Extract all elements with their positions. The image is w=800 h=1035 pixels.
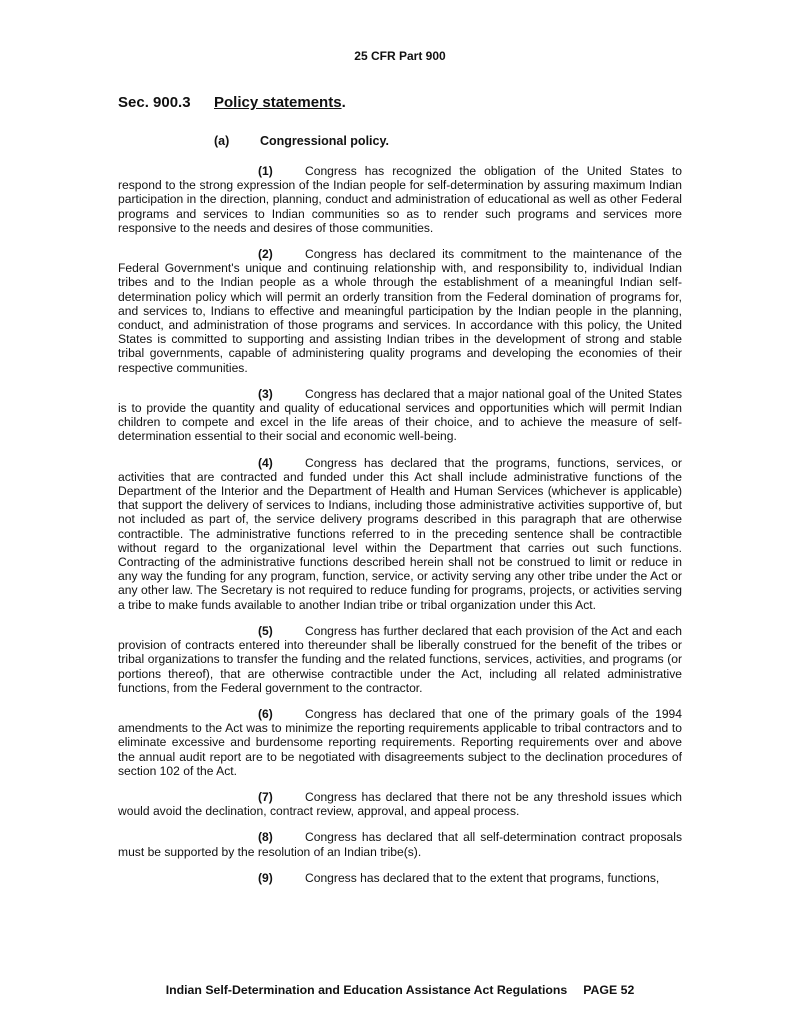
paragraph-4 (118, 456, 682, 612)
paragraph-text: Congress has declared that there not be any threshold issues which would avoid the declination, contract review, approval, and appeal process. (118, 789, 682, 819)
paragraph-number: (8) (258, 830, 273, 845)
section-title (118, 94, 346, 111)
subsection-label: (a) (214, 134, 230, 148)
paragraph-text: Congress has declared that the programs, functions, services, or activities that are contracted and funded under this Act shall include administrative functions of the Department of the Interior and the Department of Health and Human Services (whichever is applicable) that support the delivery of services to Indians, including those administrative activities supportive of, but not included as part of, the service delivery programs described in this paragraph that are otherwise contractible. The administrative functions referred to in the preceding sentence shall be contractible without regard to the organizational level within the Department that carries out such functions. Contracting of the administrative functions described herein shall not be construed to limit or reduce in any way the funding for any program, function, service, or activity serving any other tribe under the Act or any other law. The Secretary is not required to reduce funding for programs, projects, or activities serving a tribe to make funds available to another Indian tribe or tribal organization under this Act. (118, 455, 682, 612)
paragraph-number: (3) (258, 386, 273, 401)
paragraph-1 (118, 164, 682, 235)
paragraph-text: Congress has declared its commitment to the maintenance of the Federal Government's unique and continuing relationship with, and responsibility to, individual Indian tribes and to the Indian people as a whole through the establishment of a meaningful Indian self-determination policy which will permit an orderly transition from the Federal domination of programs for, and services to, Indians to effective and meaningful participation by the Indian people in the planning, conduct, and administration of those programs and services. In accordance with this policy, the United States is committed to supporting and assisting Indian tribes in the development of strong and stable tribal governments, capable of administering quality programs and developing the economies of their respective communities. (118, 247, 682, 375)
paragraph-text: Congress has declared that all self-determination contract proposals must be supported by the resolution of an Indian tribe(s). (118, 830, 682, 859)
document-body (118, 164, 682, 897)
paragraph-6 (118, 707, 682, 778)
paragraph-text: Congress has declared that one of the primary goals of the 1994 amendments to the Act was to minimize the reporting requirements applicable to tribal contractors and to eliminate excessive and burdensome reporting requirements. Reporting requirements over and above the annual audit report are to be negotiated with disagreements subject to the declination procedures of section 102 of the Act. (118, 706, 682, 778)
page-header: 25 CFR Part 900 (354, 49, 446, 63)
section-number: Sec. 900.3 (118, 94, 191, 111)
paragraph-3 (118, 387, 682, 444)
paragraph-2 (118, 247, 682, 375)
paragraph-text: Congress has further declared that each provision of the Act and each provision of contracts entered into thereunder shall be liberally construed for the benefit of the tribes or tribal organizations to transfer the funding and the related functions, services, activities, and programs (or portions thereof), that are otherwise contractible under the Act, including all related administrative functions, from the Federal government to the contractor. (118, 623, 682, 695)
paragraph-number: (2) (258, 247, 273, 262)
paragraph-7 (118, 790, 682, 818)
page-number: PAGE 52 (583, 983, 635, 997)
paragraph-number: (7) (258, 789, 273, 804)
paragraph-number: (9) (258, 870, 273, 885)
paragraph-text: Congress has declared that to the extent that programs, functions, (305, 870, 660, 885)
footer-title: Indian Self-Determination and Education Assistance Act Regulations (165, 983, 568, 997)
section-heading: Policy statements (214, 94, 342, 111)
paragraph-5 (118, 624, 682, 695)
paragraph-text: Congress has recognized the obligation of the United States to respond to the strong expression of the Indian people for self-determination by assuring maximum Indian participation in the direction, planning, conduct and administration of educational as well as other Federal programs and services to Indian communities so as to render such programs and services more responsive to the needs and desires of those communities. (118, 164, 682, 235)
paragraph-number: (1) (258, 164, 273, 178)
paragraph-number: (4) (258, 455, 273, 470)
section-heading-period: . (341, 94, 346, 111)
paragraph-text: Congress has declared that a major national goal of the United States is to provide the quantity and quality of educational services and opportunities which will permit Indian children to compete and excel in the life areas of their choice, and to achieve the measure of self-determination essential to their social and economic well-being. (118, 386, 682, 444)
paragraph-number: (5) (258, 623, 273, 638)
subsection-title: Congressional policy. (260, 134, 389, 148)
paragraph-8 (118, 830, 682, 858)
subsection-heading (214, 134, 389, 148)
page-footer (0, 983, 800, 997)
paragraph-9 (118, 871, 682, 885)
paragraph-number: (6) (258, 706, 273, 721)
